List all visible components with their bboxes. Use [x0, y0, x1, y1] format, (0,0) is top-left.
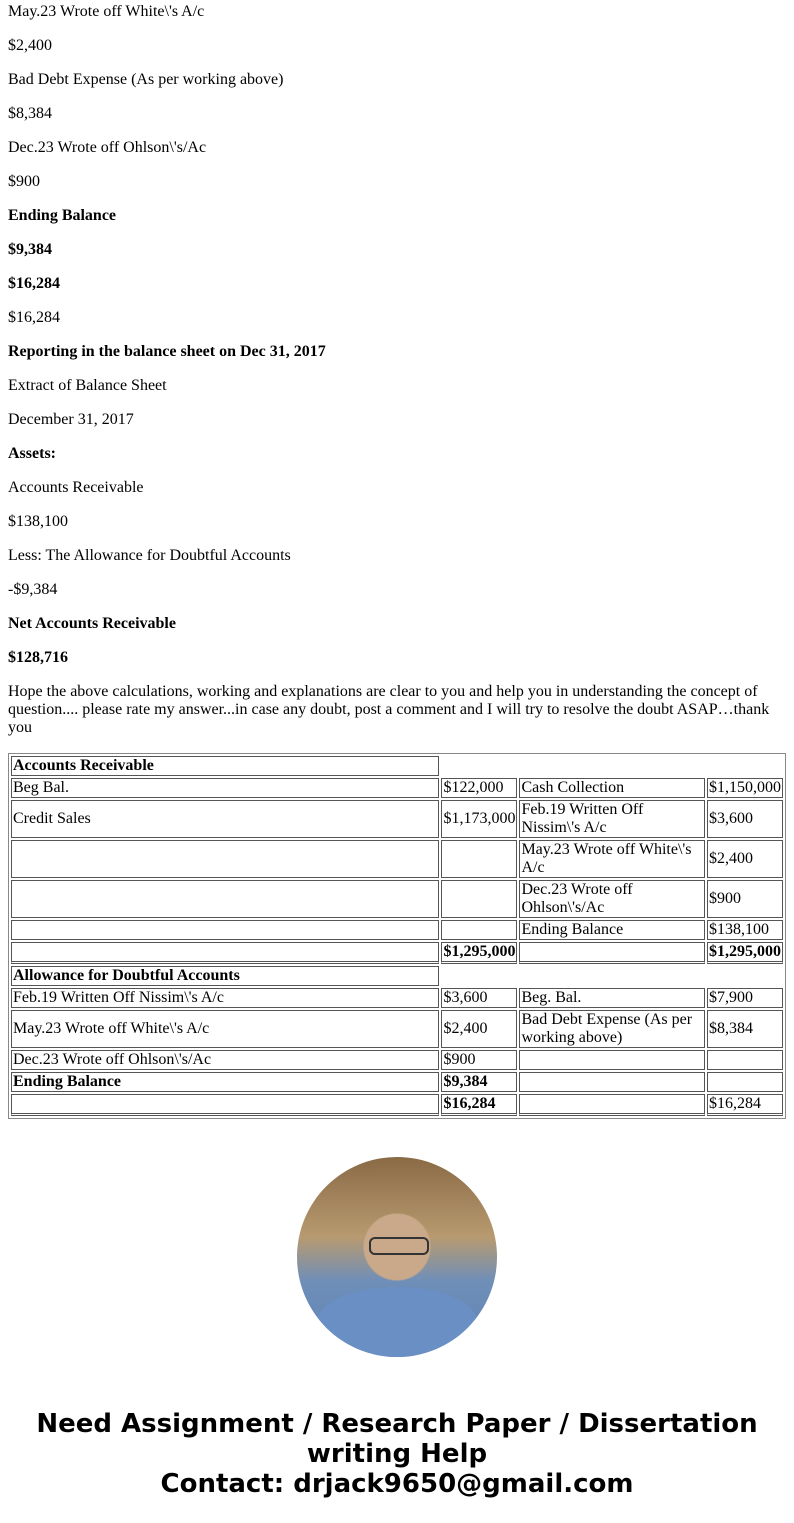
table-row [11, 800, 783, 838]
table-cell: Dec.23 Wrote off Ohlson\'s/Ac [519, 880, 705, 918]
text-line: $2,400 [8, 37, 52, 54]
table-cell: $2,400 [441, 1010, 517, 1048]
text-line: Less: The Allowance for Doubtful Accounts [8, 547, 291, 564]
glasses-shape [369, 1237, 429, 1255]
total-cell [519, 1094, 705, 1116]
text-line: $8,384 [8, 105, 52, 122]
table-row [11, 1010, 783, 1048]
table-cell: Bad Debt Expense (As per working above) [519, 1010, 705, 1048]
text-line: Net Accounts Receivable [8, 615, 176, 632]
table-row [11, 880, 783, 918]
table-cell [11, 840, 439, 878]
table-cell: $1,173,000 [441, 800, 517, 838]
section-title-row [11, 756, 783, 776]
table-cell [519, 1072, 705, 1092]
text-line: $16,284 [8, 309, 60, 326]
total-cell [519, 942, 705, 964]
table-cell: $7,900 [707, 988, 783, 1008]
table-row [11, 988, 783, 1008]
footer-line-1: Need Assignment / Research Paper / Dissertation writing Help [36, 1409, 758, 1469]
total-row [11, 1094, 783, 1116]
table-cell: Beg. Bal. [519, 988, 705, 1008]
footer-contact: Contact: drjack9650@gmail.com [160, 1469, 634, 1499]
table-cell: $3,600 [707, 800, 783, 838]
table-cell [707, 1072, 783, 1092]
total-row [11, 942, 783, 964]
table-row [11, 1072, 783, 1092]
answer-text [8, 3, 786, 737]
empty-cell [441, 756, 783, 776]
text-line: December 31, 2017 [8, 411, 134, 428]
table-cell: $9,384 [441, 1072, 517, 1092]
text-line: $9,384 [8, 241, 52, 258]
table-row [11, 1050, 783, 1070]
total-cell: $16,284 [441, 1094, 517, 1116]
table-cell: $900 [441, 1050, 517, 1070]
table-cell [441, 920, 517, 940]
table-cell: Dec.23 Wrote off Ohlson\'s/Ac [11, 1050, 439, 1070]
table-cell: Feb.19 Written Off Nissim\'s A/c [11, 988, 439, 1008]
total-cell: $1,295,000 [441, 942, 517, 964]
total-cell [11, 942, 439, 964]
text-line: May.23 Wrote off White\'s A/c [8, 3, 205, 20]
ledger-table [8, 753, 786, 1119]
shirt-shape [317, 1287, 477, 1357]
table-cell [11, 920, 439, 940]
author-photo [297, 1157, 497, 1357]
text-line: Reporting in the balance sheet on Dec 31, 2017 [8, 343, 326, 360]
table-row [11, 920, 783, 940]
table-cell: $138,100 [707, 920, 783, 940]
section-title-row [11, 966, 783, 986]
total-cell: $16,284 [707, 1094, 783, 1116]
table-cell: Ending Balance [11, 1072, 439, 1092]
text-line: $900 [8, 173, 40, 190]
table-cell [519, 1050, 705, 1070]
table-row [11, 778, 783, 798]
table-cell: $1,150,000 [709, 779, 781, 796]
text-line: Bad Debt Expense (As per working above) [8, 71, 284, 88]
text-line: $138,100 [8, 513, 68, 530]
table-cell: May.23 Wrote off White\'s A/c [519, 840, 705, 878]
table-cell [11, 880, 439, 918]
text-line: Hope the above calculations, working and explanations are clear to you and help you in understanding the concept of question.... please rate my answer...in case any doubt, post a comment and I will try to resolve the doubt ASAP…thank you [8, 683, 770, 736]
table-cell: Beg Bal. [11, 778, 439, 798]
text-line: Extract of Balance Sheet [8, 377, 167, 394]
section-title: Accounts Receivable [11, 756, 439, 776]
table-cell: $122,000 [441, 778, 517, 798]
table-cell: $2,400 [707, 840, 783, 878]
table-cell: $8,384 [707, 1010, 783, 1048]
text-line: $128,716 [8, 649, 68, 666]
section-title: Allowance for Doubtful Accounts [11, 966, 439, 986]
table-cell: $900 [707, 880, 783, 918]
table-row [11, 840, 783, 878]
text-line: Dec.23 Wrote off Ohlson\'s/Ac [8, 139, 207, 156]
table-cell: Credit Sales [11, 800, 439, 838]
total-cell [11, 1094, 439, 1116]
text-line: Ending Balance [8, 207, 117, 224]
text-line: -$9,384 [8, 581, 58, 598]
table-cell [707, 1050, 783, 1070]
table-cell: Cash Collection [519, 778, 705, 798]
text-line: Accounts Receivable [8, 479, 144, 496]
table-cell [441, 880, 517, 918]
text-line: $16,284 [8, 275, 60, 292]
table-cell: $3,600 [441, 988, 517, 1008]
table-cell: Feb.19 Written Off Nissim\'s A/c [519, 800, 705, 838]
empty-cell [441, 966, 783, 986]
table-cell [441, 840, 517, 878]
footer-ad [8, 1409, 786, 1499]
total-cell: $1,295,000 [707, 942, 783, 964]
text-line: Assets: [8, 445, 56, 462]
table-cell: May.23 Wrote off White\'s A/c [11, 1010, 439, 1048]
table-cell: Ending Balance [519, 920, 705, 940]
